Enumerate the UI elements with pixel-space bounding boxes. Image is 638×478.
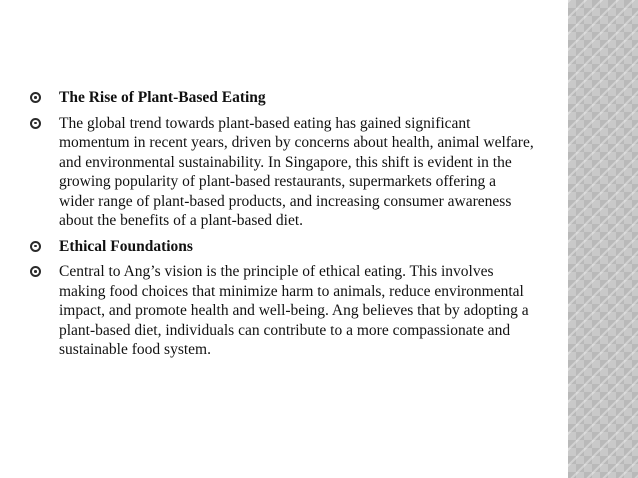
circle-bullet-icon — [30, 241, 41, 252]
bullet-item-heading-plant-based — [30, 88, 535, 108]
bullet-item-heading-ethical — [30, 237, 535, 257]
decorative-side-panel — [568, 0, 638, 478]
bullet-heading-text: Ethical Foundations — [59, 237, 193, 255]
circle-bullet-icon — [30, 266, 41, 277]
bullet-paragraph-text: The global trend towards plant-based eating has gained significant momentum in recent years, driven by concerns about health, animal welfare, and environmental sustainability. In Singapore, this shift is evident in the growing popularity of plant-based restaurants, supermarkets offering a wider range of plant-based products, and increasing consumer awareness about the benefits of a plant-based diet. — [59, 114, 534, 229]
bullet-item-plant-based-paragraph — [30, 114, 535, 231]
circle-bullet-icon — [30, 92, 41, 103]
circle-bullet-icon — [30, 118, 41, 129]
bullet-item-ethical-paragraph — [30, 262, 535, 360]
bullet-paragraph-text: Central to Ang’s vision is the principle of ethical eating. This involves making food choices that minimize harm to animals, reduce environmental impact, and promote health and well-being. Ang believes that by adopting a plant-based diet, individuals can contribute to a more compassionate and sustainable food system. — [59, 263, 529, 358]
bullet-heading-text: The Rise of Plant-Based Eating — [59, 89, 266, 106]
slide-content — [30, 88, 535, 366]
